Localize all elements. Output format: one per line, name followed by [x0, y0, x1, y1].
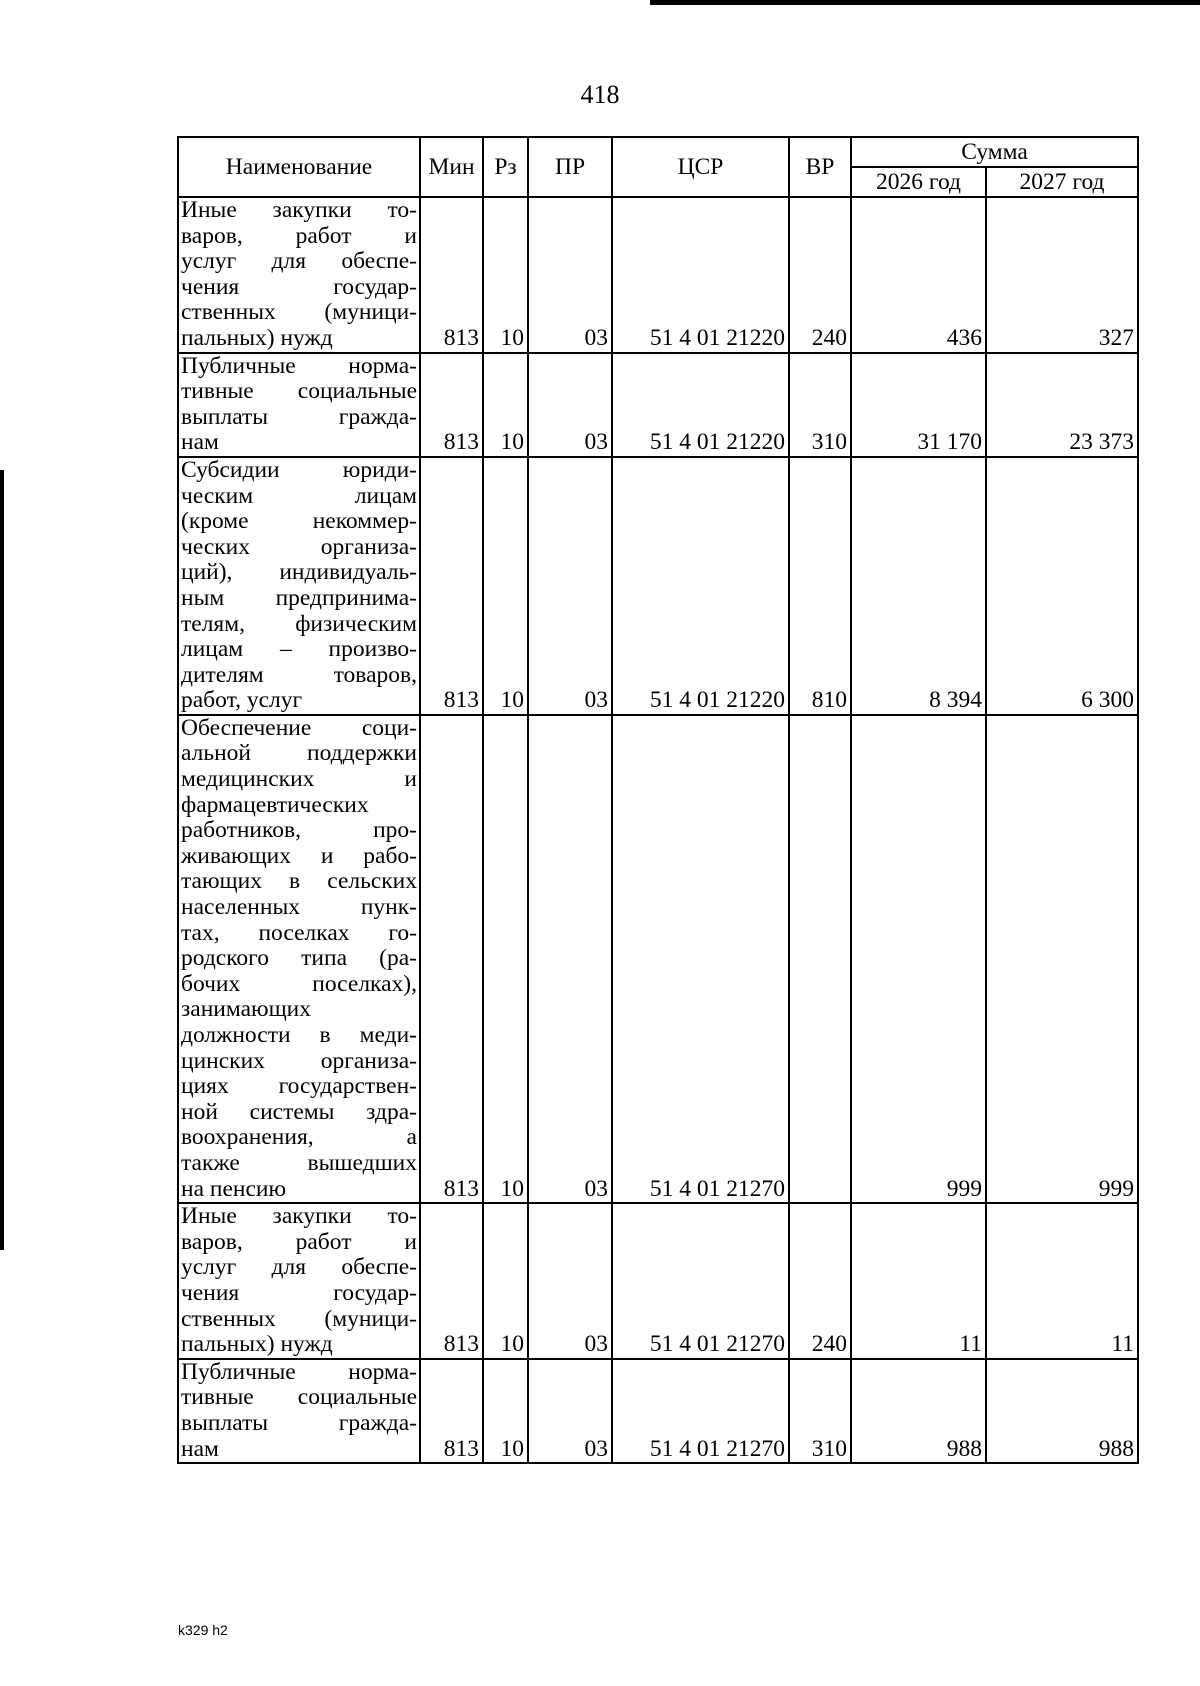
row-name-line: должности в меди-	[181, 1022, 417, 1048]
row-vr	[789, 715, 851, 1203]
row-name-line: услуг для обеспе-	[181, 1254, 417, 1281]
row-min: 813	[420, 715, 483, 1203]
row-name	[178, 1359, 420, 1463]
row-name-line: родского типа (ра-	[181, 945, 417, 972]
row-name-line: фармацевтических	[181, 791, 369, 818]
row-name-line: альной поддержки	[181, 740, 417, 767]
row-name-line: Публичные норма-	[181, 1358, 417, 1385]
row-csr: 51 4 01 21270	[612, 1203, 789, 1359]
row-rz: 10	[483, 715, 528, 1203]
row-csr: 51 4 01 21220	[612, 457, 789, 715]
header-min: Мин	[420, 137, 483, 197]
table-row	[178, 353, 1138, 457]
table-row	[178, 1359, 1138, 1463]
row-csr: 51 4 01 21220	[612, 197, 789, 353]
row-name	[178, 1203, 420, 1359]
row-rz: 10	[483, 197, 528, 353]
row-pr: 03	[528, 353, 612, 457]
row-name-line: Публичные норма-	[181, 352, 417, 379]
header-year-2027: 2027 год	[986, 167, 1138, 197]
row-name-line: ческих организа-	[181, 533, 417, 560]
row-name-line: ций), индивидуаль-	[181, 559, 417, 586]
row-name-line: циях государствен-	[181, 1073, 417, 1100]
header-sum: Сумма	[851, 137, 1138, 167]
row-vr: 310	[789, 353, 851, 457]
row-name-line: чения государ-	[181, 1279, 417, 1306]
row-sum-2026: 999	[851, 715, 986, 1203]
scan-edge-mark	[0, 470, 4, 1250]
row-name-line: населенных пунк-	[181, 894, 417, 921]
row-name-line: Иные закупки то-	[181, 1203, 417, 1230]
row-name-line: ственных (муници-	[181, 1305, 417, 1332]
row-name-line: услуг для обеспе-	[181, 248, 417, 275]
row-sum-2026: 31 170	[851, 353, 986, 457]
header-year-2026: 2026 год	[851, 167, 986, 197]
row-name-line: телям, физическим	[181, 610, 417, 637]
row-name-line: занимающих	[181, 996, 311, 1023]
row-rz: 10	[483, 1359, 528, 1463]
row-min: 813	[420, 197, 483, 353]
row-name-line: пальных) нужд	[181, 324, 333, 351]
header-csr: ЦСР	[612, 137, 789, 197]
row-name-line: также вышедших	[181, 1149, 417, 1176]
row-name-line: работ, услуг	[181, 687, 303, 714]
row-sum-2027: 11	[986, 1203, 1138, 1359]
row-name-line: выплаты гражда-	[181, 403, 417, 430]
row-pr: 03	[528, 1359, 612, 1463]
row-name-line: варов, работ и	[181, 222, 417, 249]
row-name-line: живающих и рабо-	[181, 842, 417, 869]
row-name-line: ческим лицам	[181, 482, 417, 509]
row-vr: 240	[789, 1203, 851, 1359]
row-sum-2027: 988	[986, 1359, 1138, 1463]
row-min: 813	[420, 457, 483, 715]
table-row	[178, 715, 1138, 1203]
row-sum-2026: 8 394	[851, 457, 986, 715]
row-name-line: выплаты гражда-	[181, 1409, 417, 1436]
header-rz: Рз	[483, 137, 528, 197]
row-name-line: воохранения, а	[181, 1124, 417, 1151]
row-csr: 51 4 01 21270	[612, 715, 789, 1203]
row-vr: 240	[789, 197, 851, 353]
row-sum-2027: 999	[986, 715, 1138, 1203]
row-name	[178, 457, 420, 715]
budget-table	[177, 136, 1139, 1464]
row-name-line: Иные закупки то-	[181, 197, 417, 223]
row-name	[178, 353, 420, 457]
row-name-line: ным предпринима-	[181, 584, 417, 611]
row-csr: 51 4 01 21270	[612, 1359, 789, 1463]
row-name-line: нам	[181, 1435, 219, 1462]
row-name-line: медицинских и	[181, 766, 417, 793]
row-name-line: цинских организа-	[181, 1047, 417, 1074]
row-sum-2026: 11	[851, 1203, 986, 1359]
row-csr: 51 4 01 21220	[612, 353, 789, 457]
row-min: 813	[420, 1359, 483, 1463]
table-row	[178, 197, 1138, 353]
row-name	[178, 197, 420, 353]
row-name-line: ственных (муници-	[181, 299, 417, 326]
row-pr: 03	[528, 197, 612, 353]
row-sum-2027: 327	[986, 197, 1138, 353]
row-vr: 310	[789, 1359, 851, 1463]
row-pr: 03	[528, 715, 612, 1203]
row-name-line: Обеспечение соци-	[181, 714, 417, 741]
row-name-line: тающих в сельских	[181, 868, 417, 895]
row-name-line: работников, про-	[181, 817, 417, 844]
row-name-line: пальных) нужд	[181, 1331, 333, 1358]
row-name-line: тах, поселках го-	[181, 919, 417, 946]
row-rz: 10	[483, 457, 528, 715]
row-sum-2027: 23 373	[986, 353, 1138, 457]
row-sum-2027: 6 300	[986, 457, 1138, 715]
row-name-line: чения государ-	[181, 273, 417, 300]
header-pr: ПР	[528, 137, 612, 197]
row-name-line: лицам – произво-	[181, 636, 417, 663]
row-min: 813	[420, 1203, 483, 1359]
row-min: 813	[420, 353, 483, 457]
row-pr: 03	[528, 457, 612, 715]
row-vr: 810	[789, 457, 851, 715]
row-name-line: бочих поселках),	[181, 970, 417, 997]
row-rz: 10	[483, 353, 528, 457]
row-name-line: дителям товаров,	[181, 661, 417, 688]
budget-table-wrapper	[177, 136, 1137, 1464]
row-sum-2026: 436	[851, 197, 986, 353]
footer-code: k329 h2	[178, 1622, 228, 1638]
table-row	[178, 457, 1138, 715]
scan-edge-bar	[650, 0, 1200, 5]
row-rz: 10	[483, 1203, 528, 1359]
row-name-line: варов, работ и	[181, 1228, 417, 1255]
header-vr: ВР	[789, 137, 851, 197]
row-name-line: Субсидии юриди-	[181, 456, 417, 483]
table-header	[178, 137, 1138, 197]
table-body	[178, 197, 1138, 1463]
page-number: 418	[580, 80, 620, 109]
row-name-line: тивные социальные	[181, 1384, 417, 1411]
table-row	[178, 1203, 1138, 1359]
row-name-line: ной системы здра-	[181, 1098, 417, 1125]
row-sum-2026: 988	[851, 1359, 986, 1463]
row-name-line: (кроме некоммер-	[181, 508, 417, 535]
row-name-line: нам	[181, 429, 219, 456]
header-name: Наименование	[178, 137, 420, 197]
row-pr: 03	[528, 1203, 612, 1359]
row-name	[178, 715, 420, 1203]
row-name-line: на пенсию	[181, 1175, 287, 1202]
row-name-line: тивные социальные	[181, 378, 417, 405]
